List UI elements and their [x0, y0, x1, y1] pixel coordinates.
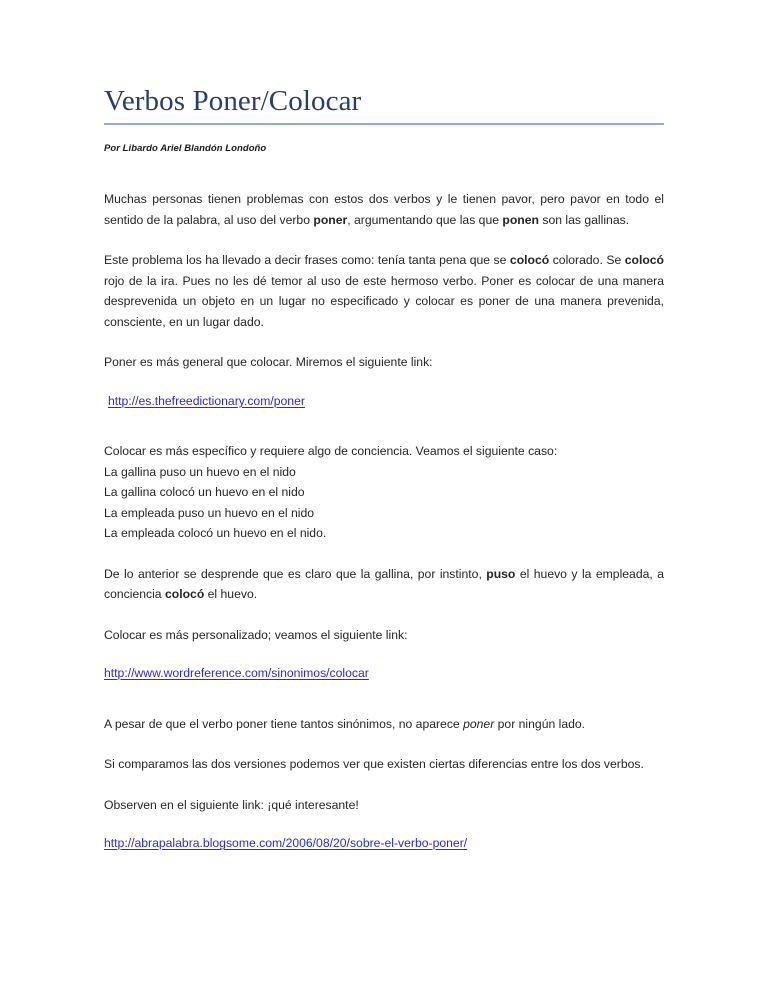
- emphasis-coloco-2: colocó: [624, 253, 664, 267]
- paragraph-conclusion-gallina: [104, 564, 664, 605]
- paragraph-problema-text-3: rojo de la ira. Pues no les dé temor al uso de este hermoso verbo. Poner es colocar de una manera desprevenida un objeto en un lugar no especificado y colocar es poner de una manera prevenida, consciente, en un lugar dado.: [104, 273, 664, 329]
- emphasis-poner: poner: [313, 212, 348, 227]
- spacer: [104, 155, 664, 189]
- link-thefreedictionary-poner[interactable]: http://es.thefreedictionary.com/poner: [108, 393, 305, 408]
- paragraph-problema-text-1: Este problema los ha llevado a decir frases como: tenía tanta pena que se: [104, 253, 510, 267]
- spacer: [104, 605, 664, 625]
- paragraph-colocar-especifico: Colocar es más específico y requiere algo de conciencia. Veamos el siguiente caso:: [104, 444, 558, 458]
- document-body: [104, 84, 664, 854]
- link-row-abrapalabra: [104, 833, 664, 854]
- paragraph-poner-general: Poner es más general que colocar. Miremos el siguiente link:: [104, 355, 433, 369]
- spacer: [104, 411, 664, 441]
- spacer: [104, 373, 664, 391]
- paragraph-intro-text-3: son las gallinas.: [538, 212, 630, 227]
- spacer: [104, 544, 664, 564]
- link-row-freedictionary: [104, 391, 664, 412]
- paragraph-conclusion-text-2: el huevo y la empleada, a conciencia: [104, 566, 664, 601]
- paragraph-sinonimos-text-2: por ningún lado.: [494, 716, 586, 731]
- title-divider: [104, 123, 664, 125]
- author-byline: Por Libardo Ariel Blandón Londoño: [104, 143, 267, 154]
- page-title: Verbos Poner/Colocar: [104, 85, 362, 117]
- example-sentence-list: [104, 462, 664, 544]
- paragraph-intro-text-2: , argumentando que las que: [347, 212, 503, 227]
- spacer: [104, 775, 664, 795]
- paragraph-conclusion-text-3: el huevo.: [204, 587, 258, 601]
- list-item: La gallina colocó un huevo en el nido: [104, 485, 305, 499]
- spacer: [104, 230, 664, 250]
- emphasis-coloco-3: colocó: [164, 587, 205, 601]
- paragraph-sinonimos-text-1: A pesar de que el verbo poner tiene tantos sinónimos, no aparece: [104, 716, 464, 731]
- paragraph-problema: [104, 250, 664, 332]
- list-item: La empleada puso un huevo en el nido: [104, 505, 315, 520]
- spacer: [104, 332, 664, 352]
- paragraph-comparacion: Si comparamos las dos versiones podemos ver que existen ciertas diferencias entre los dos verbos.: [104, 757, 644, 771]
- paragraph-conclusion-text-1: De lo anterior se desprende que es claro que la gallina, por instinto,: [104, 566, 487, 581]
- emphasis-puso: puso: [486, 566, 516, 581]
- emphasis-coloco-1: colocó: [509, 253, 550, 267]
- link-abrapalabra-sobre-el-verbo-poner[interactable]: http://abrapalabra.blogsome.com/2006/08/20/sobre-el-verbo-poner/: [104, 836, 468, 850]
- list-item: La empleada colocó un huevo en el nido.: [104, 526, 327, 540]
- italic-poner: poner: [463, 716, 495, 731]
- paragraph-intro-text-1: Muchas personas tienen problemas con estos dos verbos y le tienen pavor, pero pavor en todo el sentido de la palabra, al uso del verbo: [104, 192, 664, 227]
- spacer: [104, 645, 664, 663]
- spacer: [104, 815, 664, 833]
- spacer: [104, 734, 664, 754]
- link-wordreference-sinonimos-colocar[interactable]: http://www.wordreference.com/sinonimos/colocar: [104, 666, 369, 680]
- paragraph-problema-text-2: colorado. Se: [549, 253, 625, 267]
- paragraph-intro: [104, 189, 664, 230]
- link-row-wordreference: [104, 663, 664, 684]
- list-item: La gallina puso un huevo en el nido: [104, 464, 296, 479]
- paragraph-colocar-personalizado: Colocar es más personalizado; veamos el siguiente link:: [104, 627, 408, 642]
- spacer: [104, 684, 664, 714]
- emphasis-ponen: ponen: [502, 212, 539, 227]
- paragraph-sinonimos: [104, 714, 664, 735]
- paragraph-observen: Observen en el siguiente link: ¡qué interesante!: [104, 797, 359, 812]
